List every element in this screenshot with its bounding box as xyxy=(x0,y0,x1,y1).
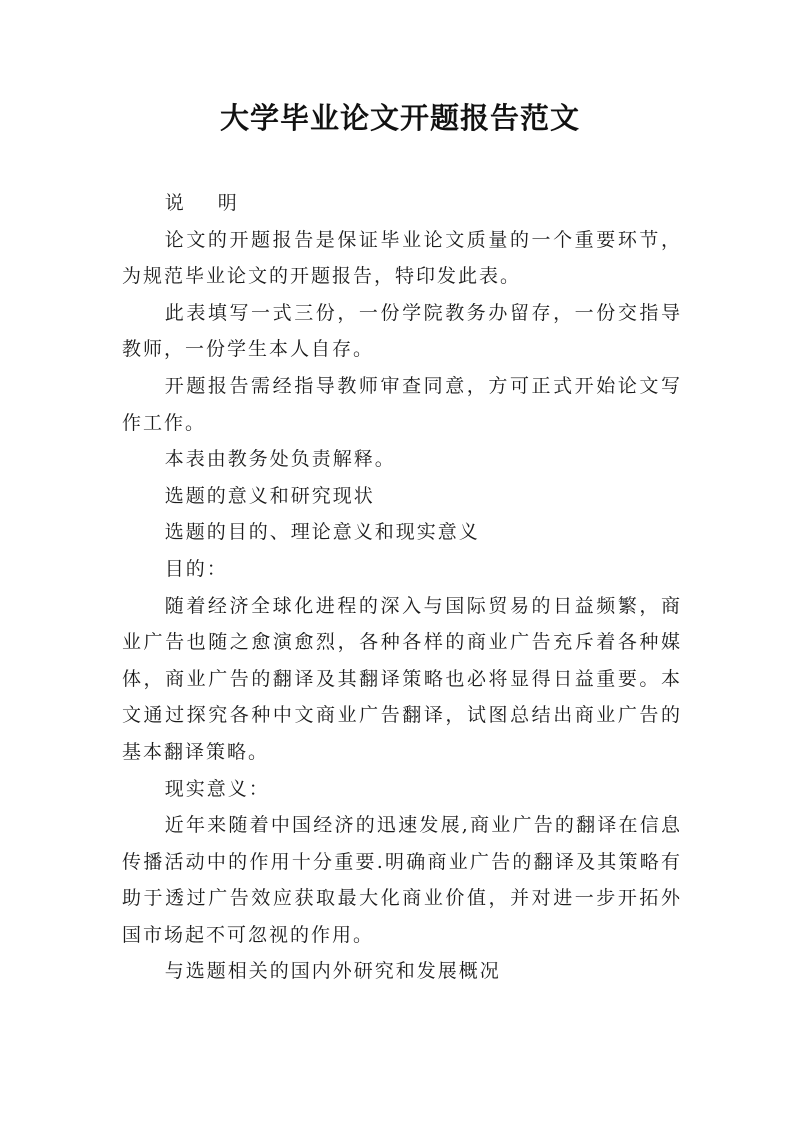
section-heading-explanation: 说 明 xyxy=(164,192,251,214)
section-heading-significance: 选题的意义和研究现状 xyxy=(164,484,375,507)
section-heading-research-status: 与选题相关的国内外研究和发展概况 xyxy=(164,960,501,983)
subheading-practical-meaning: 现实意义： xyxy=(164,777,270,800)
document-body xyxy=(122,185,682,990)
paragraph-practical-body: 近年来随着中国经济的迅速发展,商业广告的翻译在信息传播活动中的作用十分重要.明确商业广告的翻译及其策略有助于透过广告效应获取最大化商业价值，并对进一步开拓外国市场起不可忽视的作用。 xyxy=(122,814,682,946)
document-title: 大学毕业论文开题报告范文 xyxy=(219,101,580,135)
paragraph-interpretation: 本表由教务处负责解释。 xyxy=(164,448,396,471)
paragraph-copies: 此表填写一式三份，一份学院教务办留存，一份交指导教师，一份学生本人自存。 xyxy=(122,301,682,361)
paragraph-purpose-body: 随着经济全球化进程的深入与国际贸易的日益频繁，商业广告也随之愈演愈烈，各种各样的商业广告充斥着各种媒体，商业广告的翻译及其翻译策略也必将显得日益重要。本文通过探究各种中文商业广告翻译，试图总结出商业广告的基本翻译策略。 xyxy=(122,594,682,763)
subheading-purpose: 目的： xyxy=(164,557,228,580)
subheading-purpose-meaning: 选题的目的、理论意义和现实意义 xyxy=(164,521,480,544)
paragraph-report-purpose: 论文的开题报告是保证毕业论文质量的一个重要环节，为规范毕业论文的开题报告，特印发此表。 xyxy=(122,228,682,288)
paragraph-approval: 开题报告需经指导教师审查同意，方可正式开始论文写作工作。 xyxy=(122,374,682,434)
